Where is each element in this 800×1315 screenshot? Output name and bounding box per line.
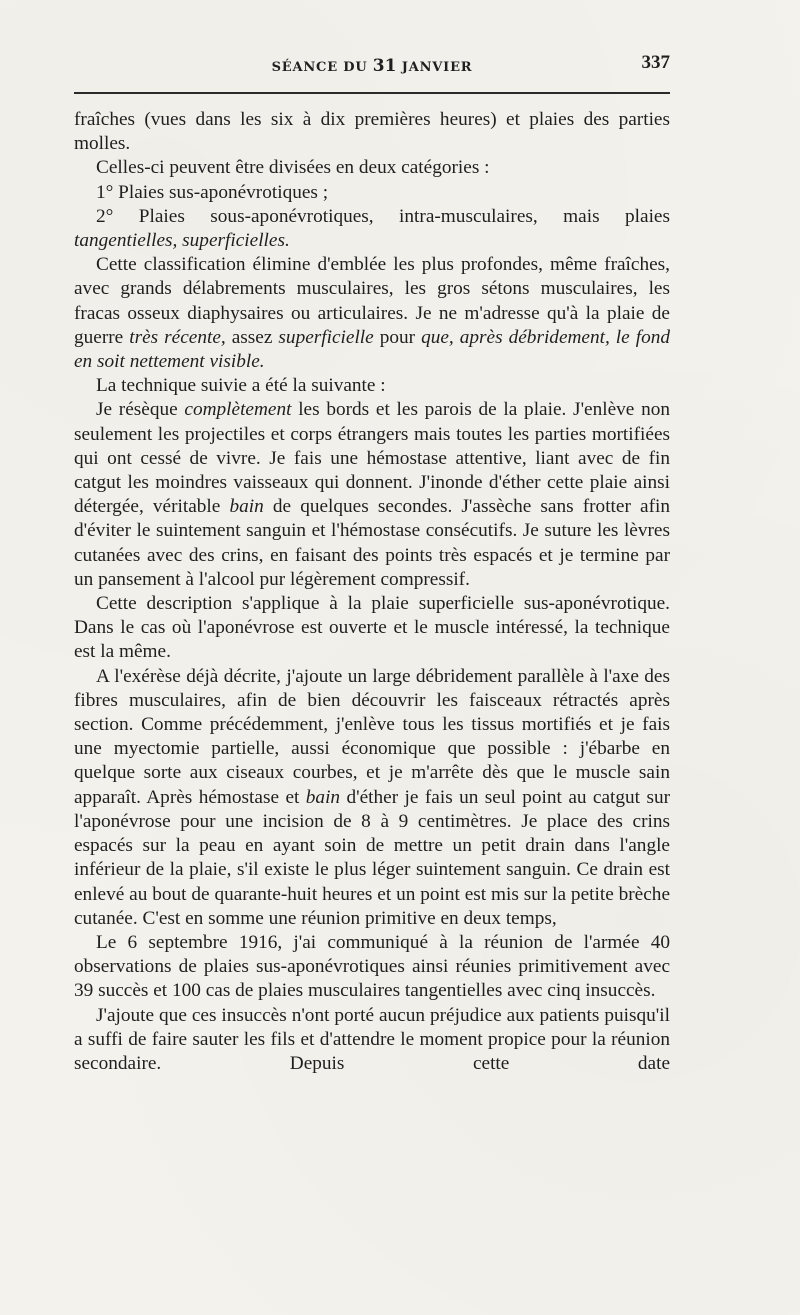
running-title-prefix: SÉANCE DU [271, 60, 373, 75]
paragraph-2: Celles-ci peuvent être divisées en deux catégories : [96, 157, 490, 179]
paragraph-9: A l'exérèse déjà décrite, j'ajoute un large débridement parallèle à l'axe des fibres musculaires, afin de bien découvrir les faisceaux rétractés après section. Comme précédemment, j'enlève tous les tissus mortifiés et je fais une myectomie partielle, aussi économique que possible : j'ébarbe en quelque sorte aux ciseaux courbes, et je m'arrête dès que le muscle sain apparaît. Après hémostase et bain d'éther je fais un seul point au catgut sur l'aponévrose pour une incision de 8 à 9 centimètres. Je place des crins espacés sur la peau en ayant soin de mettre un petit drain dans l'angle inférieur de la plaie, s'il existe le plus léger suintement sanguin. Ce drain est enlevé au bout de quarante-huit heures et un point est mis sur la petite brèche cutanée. C'est en somme une réunion primitive en deux temps, [74, 665, 671, 929]
paragraph-11: J'ajoute que ces insuccès n'ont porté aucun préjudice aux patients puisqu'il a suffi de faire sauter les fils et d'attendre le moment propice pour la réunion secondaire. Depuis cette date [74, 1004, 670, 1074]
paragraph-7: Je résèque complètement les bords et les parois de la plaie. J'enlève non seulement les projectiles et corps étrangers mais toutes les parties mortifiées qui ont cessé de vivre. Je fais une hémostase attentive, liant avec de fin catgut les moindres vaisseaux qui donnent. J'inonde d'éther cette plaie ainsi détergée, véritable bain de quelques secondes. J'assèche sans frotter afin d'éviter le suintement sanguin et l'hémostase consécutifs. Je suture les lèvres cutanées avec des crins, en faisant des points très espacés et je termine par un pansement à l'alcool pur légèrement compressif. [74, 399, 670, 590]
body-text [74, 108, 670, 1076]
page-number: 337 [641, 52, 670, 73]
paragraph-10: Le 6 septembre 1916, j'ai communiqué à la réunion de l'armée 40 observations de plaies sus-aponévrotiques ainsi réunies primitivement avec 39 succès et 100 cas de plaies musculaires tangentielles avec cinq insuccès. [74, 931, 670, 1002]
running-title-suffix: JANVIER [396, 60, 473, 75]
paragraph-5: Cette classification élimine d'emblée les plus profondes, même fraîches, avec grands délabrements musculaires, les gros sétons musculaires, les fracas osseux diaphysaires ou articulaires. Je ne m'adresse qu'à la plaie de guerre très récente, assez superficielle pour que, après débridement, le fond en soit nettement visible. [74, 254, 671, 373]
running-title [74, 56, 670, 76]
paragraph-1: fraîches (vues dans les six à dix premières heures) et plaies des parties molles. [74, 109, 670, 155]
header-rule [74, 92, 670, 94]
page-header [74, 52, 670, 82]
paragraph-3: 1° Plaies sus-aponévrotiques ; [96, 181, 329, 203]
paragraph-4: 2° Plaies sous-aponévrotiques, intra-musculaires, mais plaies tangentielles, superficielles. [74, 205, 670, 252]
paragraph-8: Cette description s'applique à la plaie superficielle sus-aponévrotique. Dans le cas où l'aponévrose est ouverte et le muscle intéressé, la technique est la même. [74, 593, 670, 663]
running-title-day: 31 [372, 56, 397, 76]
paragraph-6: La technique suivie a été la suivante : [96, 375, 386, 397]
